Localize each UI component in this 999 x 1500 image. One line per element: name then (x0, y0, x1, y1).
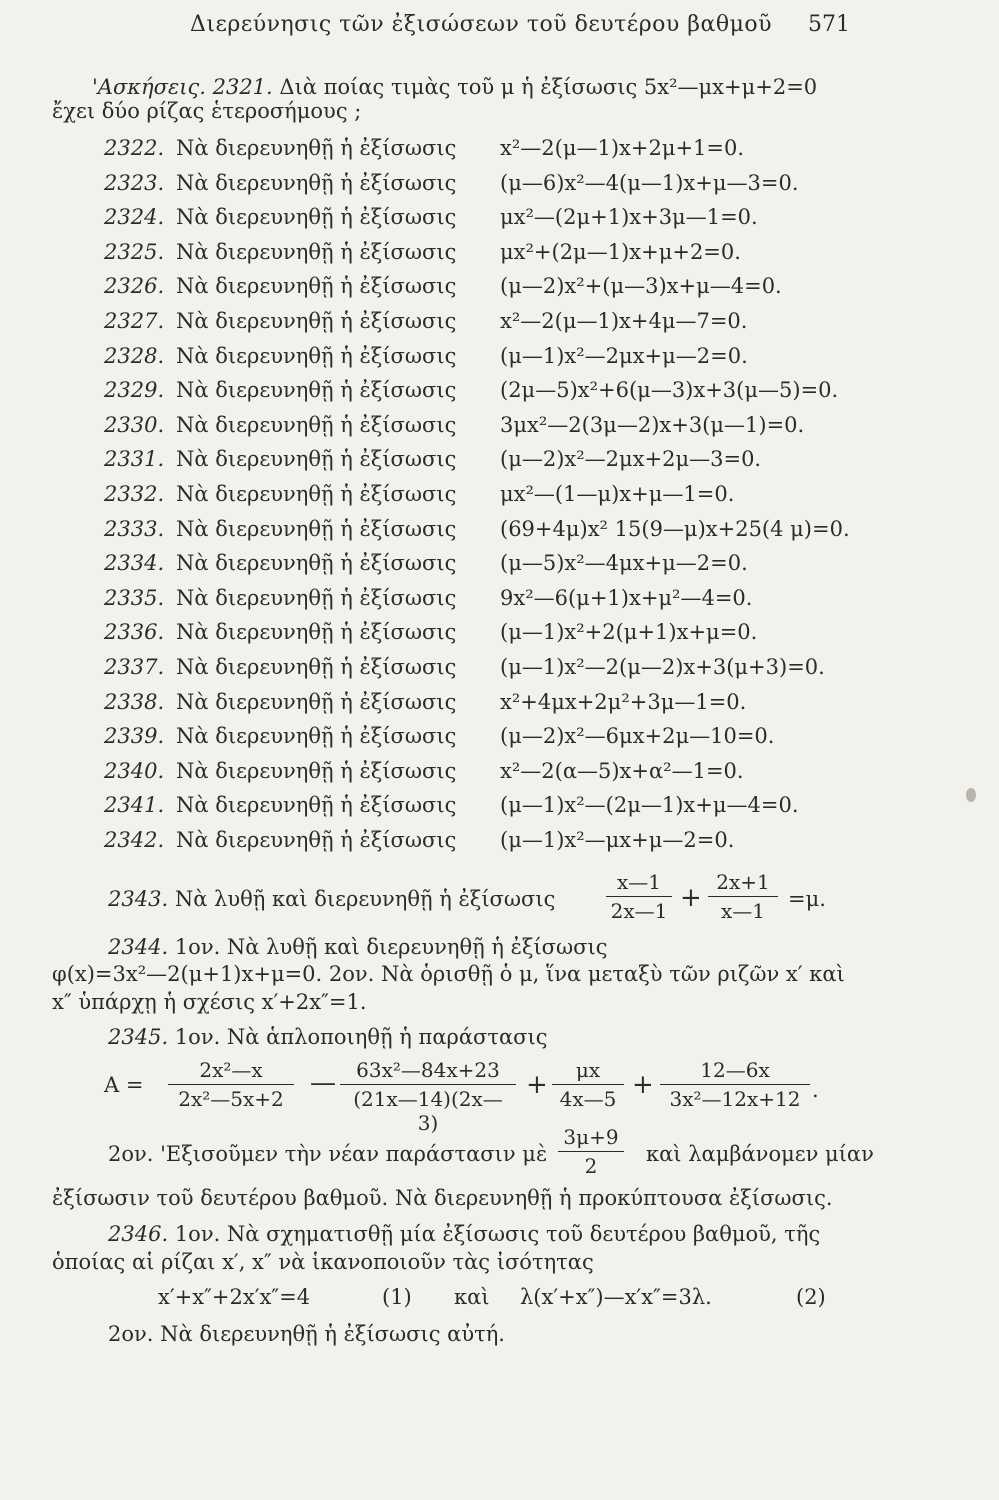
fraction-a5 (558, 1125, 624, 1178)
exercise-text: Διὰ ποίας τιμὰς τοῦ μ ἡ ἐξίσωσις 5x²—μx+μ+2=0 (279, 75, 818, 99)
exercise-2321-line2: ἔχει δύο ρίζας ἑτεροσήμους ; (52, 99, 362, 123)
period: . (812, 1078, 819, 1102)
denominator: 3x²—12x+12 (669, 1087, 801, 1111)
denominator: (21x—14)(2x—3) (353, 1087, 503, 1135)
exercise-text: Νὰ διερευνηθῇ ἡ ἐξίσωσις (176, 551, 457, 575)
exercise-number: 2331. (104, 447, 165, 471)
exercise-2346-line3: 2ον. Νὰ διερευνηθῇ ἡ ἐξίσωσις αὐτή. (108, 1322, 505, 1346)
exercise-text: Νὰ διερευνηθῇ ἡ ἐξίσωσις (176, 240, 457, 264)
exercise-number: 2346. (108, 1222, 169, 1246)
exercise-text: 1ον. Νὰ λυθῇ καὶ διερευνηθῇ ἡ ἐξίσωσις (174, 935, 608, 959)
exercise-equation: (2μ—5)x²+6(μ—3)x+3(μ—5)=0. (500, 378, 839, 402)
fraction-a3 (552, 1058, 624, 1111)
equation-2-tag: (2) (796, 1285, 826, 1309)
exercise-2345-line3: ἐξίσωσιν τοῦ δευτέρου βαθμοῦ. Νὰ διερευνηθῇ ἡ προκύπτουσα ἐξίσωσις. (52, 1186, 833, 1210)
exercise-text: Νὰ διερευνηθῇ ἡ ἐξίσωσις (176, 828, 457, 852)
minus-sign: — (310, 1068, 336, 1098)
exercise-text: Νὰ διερευνηθῇ ἡ ἐξίσωσις (176, 586, 457, 610)
exercise-text: Νὰ διερευνηθῇ ἡ ἐξίσωσις (176, 447, 457, 471)
exercise-text: Νὰ διερευνηθῇ ἡ ἐξίσωσις (176, 724, 457, 748)
exercise-number: 2327. (104, 309, 165, 333)
exercise-equation: (μ—1)x²+2(μ+1)x+μ=0. (500, 620, 758, 644)
ink-smudge (966, 788, 976, 802)
exercise-number: 2336. (104, 620, 165, 644)
denominator: 2 (584, 1154, 598, 1178)
fraction-bar (340, 1084, 516, 1085)
exercise-number: 2343. (108, 887, 169, 911)
exercise-equation: x²—2(μ—1)x+4μ—7=0. (500, 309, 748, 333)
exercises-label: 'Ασκήσεις. (92, 75, 206, 99)
fraction-bar (552, 1084, 624, 1085)
exercise-equation: (μ—5)x²—4μx+μ—2=0. (500, 551, 748, 575)
page-number: 571 (808, 12, 850, 37)
exercise-equation: 9x²—6(μ+1)x+μ²—4=0. (500, 586, 753, 610)
numerator: 3μ+9 (563, 1125, 619, 1149)
exercise-text: Νὰ διερευνηθῇ ἡ ἐξίσωσις (176, 620, 457, 644)
exercise-number: 2321. (212, 75, 273, 99)
exercise-number: 2333. (104, 517, 165, 541)
exercise-2345-line2b: καὶ λαμβάνομεν μίαν (646, 1142, 874, 1166)
exercise-2321 (92, 75, 817, 99)
equation-1-tag: (1) (382, 1285, 412, 1309)
exercise-equation: (μ—6)x²—4(μ—1)x+μ—3=0. (500, 171, 799, 195)
denominator: 2x—1 (610, 899, 668, 923)
exercise-equation: (69+4μ)x² 15(9—μ)x+25(4 μ)=0. (500, 517, 850, 541)
exercise-text: Νὰ διερευνηθῇ ἡ ἐξίσωσις (176, 136, 457, 160)
exercise-number: 2337. (104, 655, 165, 679)
exercise-text: 1ον. Νὰ ἁπλοποιηθῇ ἡ παράστασις (174, 1025, 548, 1049)
exercise-2346-line2: ὁποίας αἱ ρίζαι x′, x″ νὰ ἱκανοποιοῦν τὰς ἰσότητας (52, 1250, 594, 1274)
numerator: 12—6x (700, 1058, 770, 1082)
exercise-number: 2323. (104, 171, 165, 195)
equation-2: λ(x′+x″)—x′x″=3λ. (520, 1285, 712, 1309)
numerator: x—1 (616, 870, 661, 894)
exercise-number: 2334. (104, 551, 165, 575)
exercise-number: 2328. (104, 344, 165, 368)
exercise-2343 (108, 887, 555, 911)
exercise-2346 (108, 1222, 820, 1246)
numerator: 2x²—x (199, 1058, 263, 1082)
fraction-bar (606, 896, 672, 897)
fraction-1 (606, 870, 672, 923)
conjunction: καὶ (454, 1285, 490, 1309)
exercise-text: Νὰ διερευνηθῇ ἡ ἐξίσωσις (176, 274, 457, 298)
fraction-bar (558, 1151, 624, 1152)
exercise-text: Νὰ διερευνηθῇ ἡ ἐξίσωσις (176, 655, 457, 679)
exercise-2344-line2: φ(x)=3x²—2(μ+1)x+μ=0. 2ον. Νὰ ὁρισθῇ ὁ μ, ἵνα μεταξὺ τῶν ριζῶν x′ καὶ (52, 962, 845, 986)
exercise-text: Νὰ διερευνηθῇ ἡ ἐξίσωσις (176, 378, 457, 402)
expression-lhs: A = (104, 1073, 144, 1097)
exercise-equation: 3μx²—2(3μ—2)x+3(μ—1)=0. (500, 413, 805, 437)
fraction-bar (708, 896, 778, 897)
denominator: 4x—5 (559, 1087, 617, 1111)
exercise-number: 2340. (104, 759, 165, 783)
exercise-equation: (μ—1)x²—(2μ—1)x+μ—4=0. (500, 793, 799, 817)
fraction-bar (168, 1084, 294, 1085)
exercise-text: Νὰ λυθῇ καὶ διερευνηθῇ ἡ ἐξίσωσις (174, 887, 556, 911)
exercise-number: 2326. (104, 274, 165, 298)
exercise-equation: (μ—1)x²—2(μ—2)x+3(μ+3)=0. (500, 655, 825, 679)
exercise-text: Νὰ διερευνηθῇ ἡ ἐξίσωσις (176, 690, 457, 714)
exercise-number: 2330. (104, 413, 165, 437)
plus-sign: + (680, 883, 702, 913)
denominator: x—1 (720, 899, 765, 923)
exercise-2345 (108, 1025, 548, 1049)
exercise-equation: (μ—2)x²—6μx+2μ—10=0. (500, 724, 775, 748)
exercise-equation: (μ—2)x²+(μ—3)x+μ—4=0. (500, 274, 782, 298)
exercise-equation: (μ—1)x²—μx+μ—2=0. (500, 828, 735, 852)
exercise-number: 2342. (104, 828, 165, 852)
exercise-number: 2345. (108, 1025, 169, 1049)
exercise-text: Νὰ διερευνηθῇ ἡ ἐξίσωσις (176, 793, 457, 817)
exercise-equation: μx²+(2μ—1)x+μ+2=0. (500, 240, 741, 264)
numerator: 2x+1 (716, 870, 770, 894)
exercise-number: 2324. (104, 205, 165, 229)
exercise-text: Νὰ διερευνηθῇ ἡ ἐξίσωσις (176, 759, 457, 783)
exercise-number: 2338. (104, 690, 165, 714)
fraction-a1 (168, 1058, 294, 1111)
fraction-bar (660, 1084, 810, 1085)
exercise-2344 (108, 935, 607, 959)
exercise-text: Νὰ διερευνηθῇ ἡ ἐξίσωσις (176, 482, 457, 506)
exercise-text: Νὰ διερευνηθῇ ἡ ἐξίσωσις (176, 517, 457, 541)
exercise-number: 2344. (108, 935, 169, 959)
rhs: =μ. (788, 887, 826, 911)
exercise-equation: x²—2(μ—1)x+2μ+1=0. (500, 136, 745, 160)
exercise-text: Νὰ διερευνηθῇ ἡ ἐξίσωσις (176, 309, 457, 333)
denominator: 2x²—5x+2 (178, 1087, 284, 1111)
exercise-number: 2325. (104, 240, 165, 264)
exercise-equation: x²—2(α—5)x+α²—1=0. (500, 759, 744, 783)
numerator: μx (575, 1058, 601, 1082)
exercise-text: Νὰ διερευνηθῇ ἡ ἐξίσωσις (176, 171, 457, 195)
numerator: 63x²—84x+23 (356, 1058, 500, 1082)
fraction-a4 (660, 1058, 810, 1111)
fraction-2 (708, 870, 778, 923)
exercise-text: Νὰ διερευνηθῇ ἡ ἐξίσωσις (176, 205, 457, 229)
exercise-number: 2339. (104, 724, 165, 748)
exercise-2344-line3: x″ ὑπάρχῃ ἡ σχέσις x′+2x″=1. (52, 990, 367, 1014)
exercise-equation: μx²—(1—μ)x+μ—1=0. (500, 482, 735, 506)
plus-sign: + (526, 1070, 548, 1100)
exercise-text: Νὰ διερευνηθῇ ἡ ἐξίσωσις (176, 413, 457, 437)
fraction-a2 (340, 1058, 516, 1135)
plus-sign: + (632, 1070, 654, 1100)
exercise-2345-line2: 2ον. 'Εξισοῦμεν τὴν νέαν παράστασιν μὲ (108, 1142, 548, 1166)
equation-1: x′+x″+2x′x″=4 (158, 1285, 311, 1309)
exercise-number: 2341. (104, 793, 165, 817)
exercise-equation: (μ—1)x²—2μx+μ—2=0. (500, 344, 748, 368)
running-header-title: Διερεύνησις τῶν ἐξισώσεων τοῦ δευτέρου βαθμοῦ (190, 12, 772, 37)
exercise-text: Νὰ διερευνηθῇ ἡ ἐξίσωσις (176, 344, 457, 368)
exercise-equation: μx²—(2μ+1)x+3μ—1=0. (500, 205, 758, 229)
exercise-number: 2335. (104, 586, 165, 610)
exercise-text: 1ον. Νὰ σχηματισθῇ μία ἐξίσωσις τοῦ δευτέρου βαθμοῦ, τῆς (174, 1222, 821, 1246)
exercise-equation: x²+4μx+2μ²+3μ—1=0. (500, 690, 747, 714)
exercise-number: 2322. (104, 136, 165, 160)
exercise-number: 2332. (104, 482, 165, 506)
exercise-number: 2329. (104, 378, 165, 402)
exercise-equation: (μ—2)x²—2μx+2μ—3=0. (500, 447, 762, 471)
